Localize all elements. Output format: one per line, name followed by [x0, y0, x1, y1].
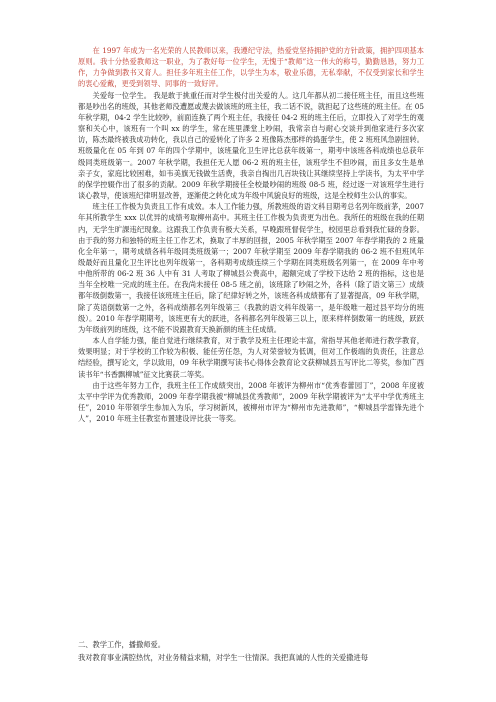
- intro-paragraph: 在 1997 年成为一名光荣的人民教师以来，我遵纪守法，热爱党坚持拥护党的方针政策，拥护四项基本原则。我十分热爱教师这一职业，为了教好每一位学生，无愧于“教师”这一伟大的称号，勤勤恳恳，努力工作，力争做到教书又育人。担任多年班主任工作，以学生为本，敬业乐德，无私奉献，不仅受到家长和学生的衷心爱戴，更受到领导、同事的一致好评。: [78, 46, 424, 89]
- section-heading: 二、教学工作，播撒师爱。: [78, 640, 166, 649]
- document-body: [78, 45, 424, 424]
- honors-paragraph: 由于这些年努力工作，我班主任工作成绩突出，2008 年被评为柳州市“优秀春蕾园丁”，2008 年度被太平中学评为优秀教师，2009 年春学期我被“柳城县优秀教师”，2009 年秋学期被评为“太平中学优秀班主任”，2010 年带领学生参加入为乐，学习树新风，被柳州市评为“柳州市先进教师”，“柳城县学雷锋先进个人”，2010 年班主任教室布置建设评比获一等奖。: [78, 380, 424, 424]
- section-first-line: 我对教育事业满腔热忱，对业务精益求精，对学生一往情深。我把真诚的人性的关爱撒进每: [78, 653, 369, 662]
- class-management-paragraph: 班主任工作极为负责且工作有成效。本人工作能力强，所教班级的语文科目期考总名列年级前茅，2007 年其所教学生 xxx 以优异的成绩考取柳州高中。其班主任工作极为负责更为出色。我所任的班级在我的任期内，无学生旷課违纪现象。这跟我工作负责有极大关系，早晚跟班督促学生，校园里总看到我忙碌的身影。由于我的努力和独特的班主任工作艺术，换取了丰厚的回报，2005 年秋学期至 2007 年春学期我的 2 班量化全年第一，期考成绩各科年级同类班级第一；2007 年秋学期至 2009 年春学期我的 06-2 班不但班风年级最好而且量化卫生评比也列年级第一，各科期考成绩连续三个学期在同类班级名列第一，在 2009 年中考中他所带的 06-2 班 36 人中有 31 人考取了柳城县公费高中，超额完成了学校下达给 2 班的指标，这也是当年全校唯一完成的班主任。在我尚未接任 08-5 班之前，该班除了吵闹之外，各科（除了语文第三）成绩都年级倒数第一，我接任该班班主任后，除了纪律好转之外，该班各科成绩都有了显著提高，09 年秋学期，除了英语倒数第一之外，各科成绩都名列年级第三（我教的语文科年级第一，是年级唯一超过县平均分的班级）。2010 年春学期期考，该班更有大的跃进，各科都名列年级第三以上，原来样样倒数第一的班级，跃跃为年级前列的班级，这不能不说跟教育天换新颜的班主任成绩。: [78, 202, 424, 334]
- self-study-paragraph: 本人自学能力强，能自觉进行继续教育，对于教学及班主任理论丰富，常指导其他老师进行教学教育，效果明显；对于学校的工作较为积极、能任劳任怨，为人对荣誉较为低调，但对工作极端的负责任，注意总结经验，撰写论文，学以致用，09 年秋学期撰写读书心得体会教育论文获柳城县五写评比二等奖，参加广西读书年“书香飘柳城”征文比赛获二等奖。: [78, 336, 424, 379]
- care-students-paragraph: 关爱每一位学生。 我是敢于挑重任而对学生极付出关爱的人。这几年都从初二接任班主任，而且这些班都是吵出名的班级，其他老师没遭愿或蔑去做该班的班主任，我二话不说，就担起了这些班的班主任。在 05 年秋学期，04-2 学生比较吵，前面连换了两个班主任，我接任 04-2 班的班主任后，立即投入了对学生的观察和关心中，该班有一个叫 xx 的学生，常在班里課堂上吵闹，我常亲自与耐心交谈并到他家进行多次家访，陈杰最终被我成功转化，我以自己的爱转化了许多 2 班像陈杰那样的捣蛋学生，使 2 班班风急剧扭转。班级量化在 05 年到 07 年的四个学期中，该班量化卫生评比总获年级第一，期考中该班各科成绩也总获年级同类班级第一。2007 年秋学期，我担任无人愿 06-2 班的班主任，该班学生不但吵闹，而且多女生是单亲子女，家庭比较困难，如韦美旗无钱做生活费，我亲自掏出几百块钱让其继续坚持上学读书，为太平中学的保学控辍作出了很多的贡献。2009 年秋学期接任全校最吵闹的班级 08-5 班，经过逐一对该班学生进行谈心教导，使该班纪律明显改善，逐渐使之转化成为年级中风貌良好的班级，这是全校师生公认的事实。: [78, 90, 424, 201]
- section-two: [78, 638, 424, 664]
